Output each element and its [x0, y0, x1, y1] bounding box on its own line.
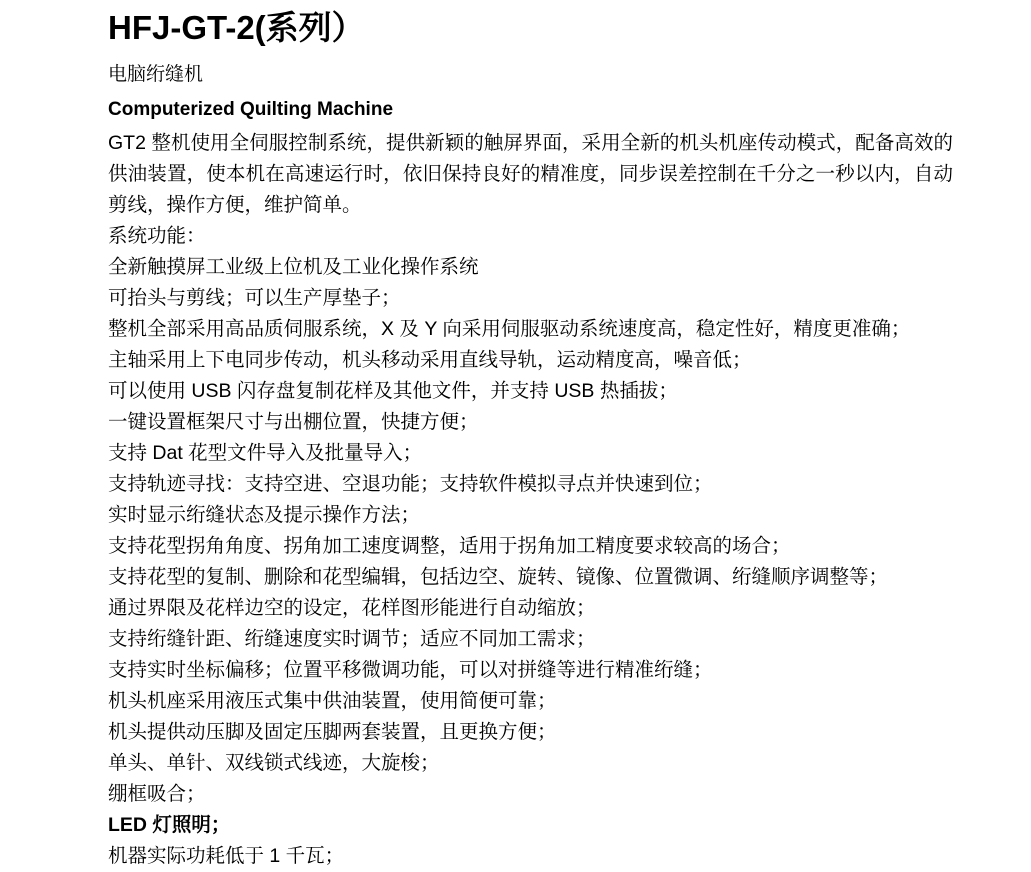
page-title: HFJ-GT-2(系列）: [108, 9, 365, 46]
list-item: 可以使用 USB 闪存盘复制花样及其他文件，并支持 USB 热插拔；: [108, 380, 678, 402]
list-item: 支持花型的复制、删除和花型编辑，包括边空、旋转、镜像、位置微调、绗缝顺序调整等；: [108, 566, 889, 588]
list-item: 整机全部采用高品质伺服系统，X 及 Y 向采用伺服驱动系统速度高，稳定性好，精度更准确；: [108, 318, 911, 340]
list-item: 支持轨迹寻找：支持空进、空退功能；支持软件模拟寻点并快速到位；: [108, 473, 713, 495]
list-item: 支持 Dat 花型文件导入及批量导入；: [108, 442, 423, 464]
list-item: 机头机座采用液压式集中供油装置，使用简便可靠；: [108, 690, 557, 712]
feature-list: [108, 252, 991, 872]
list-item: 机头提供动压脚及固定压脚两套装置，且更换方便；: [108, 721, 557, 743]
list-item: 主轴采用上下电同步传动，机头移动采用直线导轨，运动精度高，噪音低；: [108, 349, 752, 371]
list-item: 全新触摸屏工业级上位机及工业化操作系统: [108, 256, 479, 278]
list-item: 支持绗缝针距、绗缝速度实时调节；适应不同加工需求；: [108, 628, 596, 650]
subtitle-english: Computerized Quilting Machine: [108, 99, 394, 120]
intro-paragraph: GT2 整机使用全伺服控制系统，提供新颖的触屏界面，采用全新的机头机座传动模式，配备高效的供油装置，使本机在高速运行时，依旧保持良好的精准度，同步误差控制在千分之一秒以内，自动剪线，操作方便，维护简单。: [108, 132, 953, 216]
subtitle-chinese: 电脑绗缝机: [108, 64, 204, 85]
list-item: 通过界限及花样边空的设定，花样图形能进行自动缩放；: [108, 597, 596, 619]
section-heading-system-functions: 系统功能：: [108, 225, 206, 247]
list-item: 机器实际功耗低于 1 千瓦；: [108, 845, 345, 867]
list-item: LED 灯照明；: [108, 814, 231, 836]
list-item: 支持花型拐角角度、拐角加工速度调整，适用于拐角加工精度要求较高的场合；: [108, 535, 791, 557]
list-item: 一键设置框架尺寸与出棚位置，快捷方便；: [108, 411, 479, 433]
list-item: 实时显示绗缝状态及提示操作方法；: [108, 504, 421, 526]
list-item: 可抬头与剪线；可以生产厚垫子；: [108, 287, 401, 309]
list-item: 单头、单针、双线锁式线迹，大旋梭；: [108, 752, 440, 774]
list-item: 绷框吸合；: [108, 783, 206, 805]
list-item: 支持实时坐标偏移；位置平移微调功能，可以对拼缝等进行精准绗缝；: [108, 659, 713, 681]
